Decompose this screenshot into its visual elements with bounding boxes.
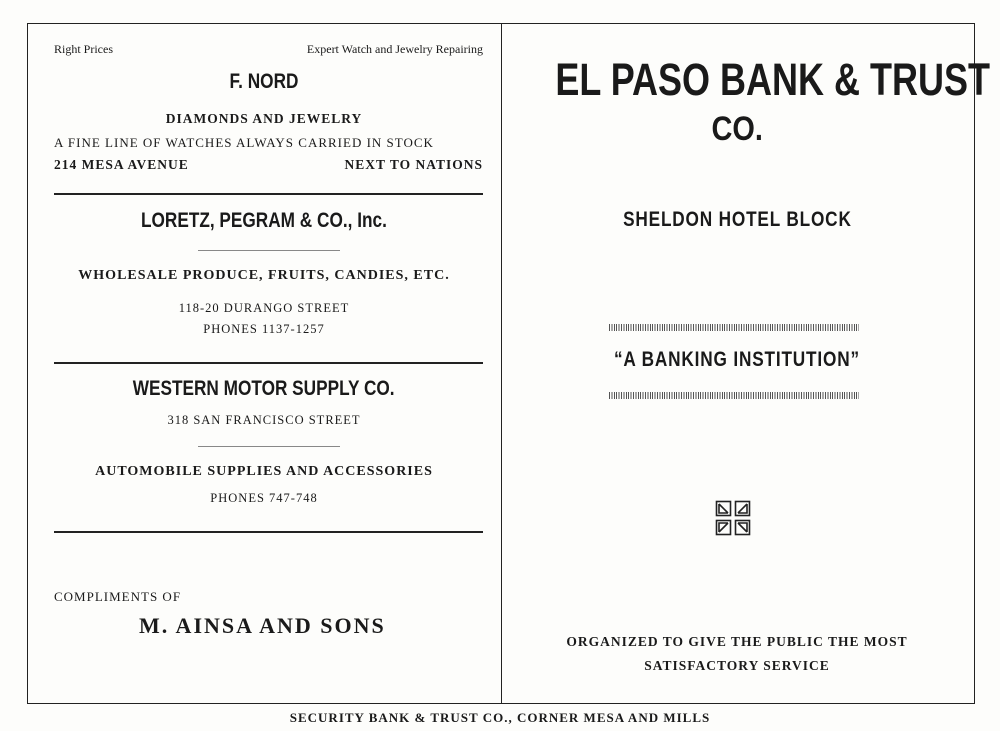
bank-title-line2: CO.: [711, 110, 763, 148]
divider-2: [54, 362, 483, 364]
divider-3: [54, 531, 483, 533]
loretz-address: 118-20 DURANGO STREET: [178, 301, 350, 315]
bank-location: SHELDON HOTEL BLOCK: [622, 208, 852, 231]
loretz-line1: WHOLESALE PRODUCE, FRUITS, CANDIES, ETC.: [78, 268, 450, 283]
nord-tag-right: Expert Watch and Jewelry Repairing: [306, 42, 483, 56]
bottom-line: SECURITY BANK & TRUST CO., CORNER MESA AND MILLS: [289, 710, 711, 725]
nord-location: NEXT TO NATIONS: [344, 157, 483, 172]
nord-address: 214 MESA AVENUE: [54, 157, 189, 172]
loretz-subrule: [198, 250, 340, 251]
nord-tag-left: Right Prices: [54, 42, 113, 56]
bank-footer-line1: ORGANIZED TO GIVE THE PUBLIC THE MOST: [566, 634, 908, 649]
western-phones: PHONES 747-748: [210, 491, 318, 505]
ornament-icon: [715, 500, 751, 536]
nord-name: F. NORD: [229, 70, 299, 93]
western-subrule: [198, 446, 340, 447]
western-line1: AUTOMOBILE SUPPLIES AND ACCESSORIES: [95, 464, 433, 479]
bank-slogan: “A BANKING INSTITUTION”: [614, 348, 860, 371]
western-name: WESTERN MOTOR SUPPLY CO.: [133, 377, 395, 400]
loretz-phones: PHONES 1137-1257: [203, 322, 325, 336]
ainsa-name: M. AINSA AND SONS: [139, 613, 386, 638]
nord-line2: A FINE LINE OF WATCHES ALWAYS CARRIED IN STOCK: [54, 135, 434, 150]
loretz-name: LORETZ, PEGRAM & CO., Inc.: [141, 209, 387, 232]
slogan-rule-bottom: [609, 392, 859, 399]
bank-title-line1: EL PASO BANK & TRUST: [555, 54, 991, 105]
ainsa-compliments: COMPLIMENTS OF: [54, 589, 182, 604]
bank-footer-line2: SATISFACTORY SERVICE: [644, 658, 830, 673]
divider-1: [54, 193, 483, 195]
western-address: 318 SAN FRANCISCO STREET: [167, 413, 361, 427]
slogan-rule-top: [609, 324, 859, 331]
nord-line1: DIAMONDS AND JEWELRY: [165, 111, 363, 126]
